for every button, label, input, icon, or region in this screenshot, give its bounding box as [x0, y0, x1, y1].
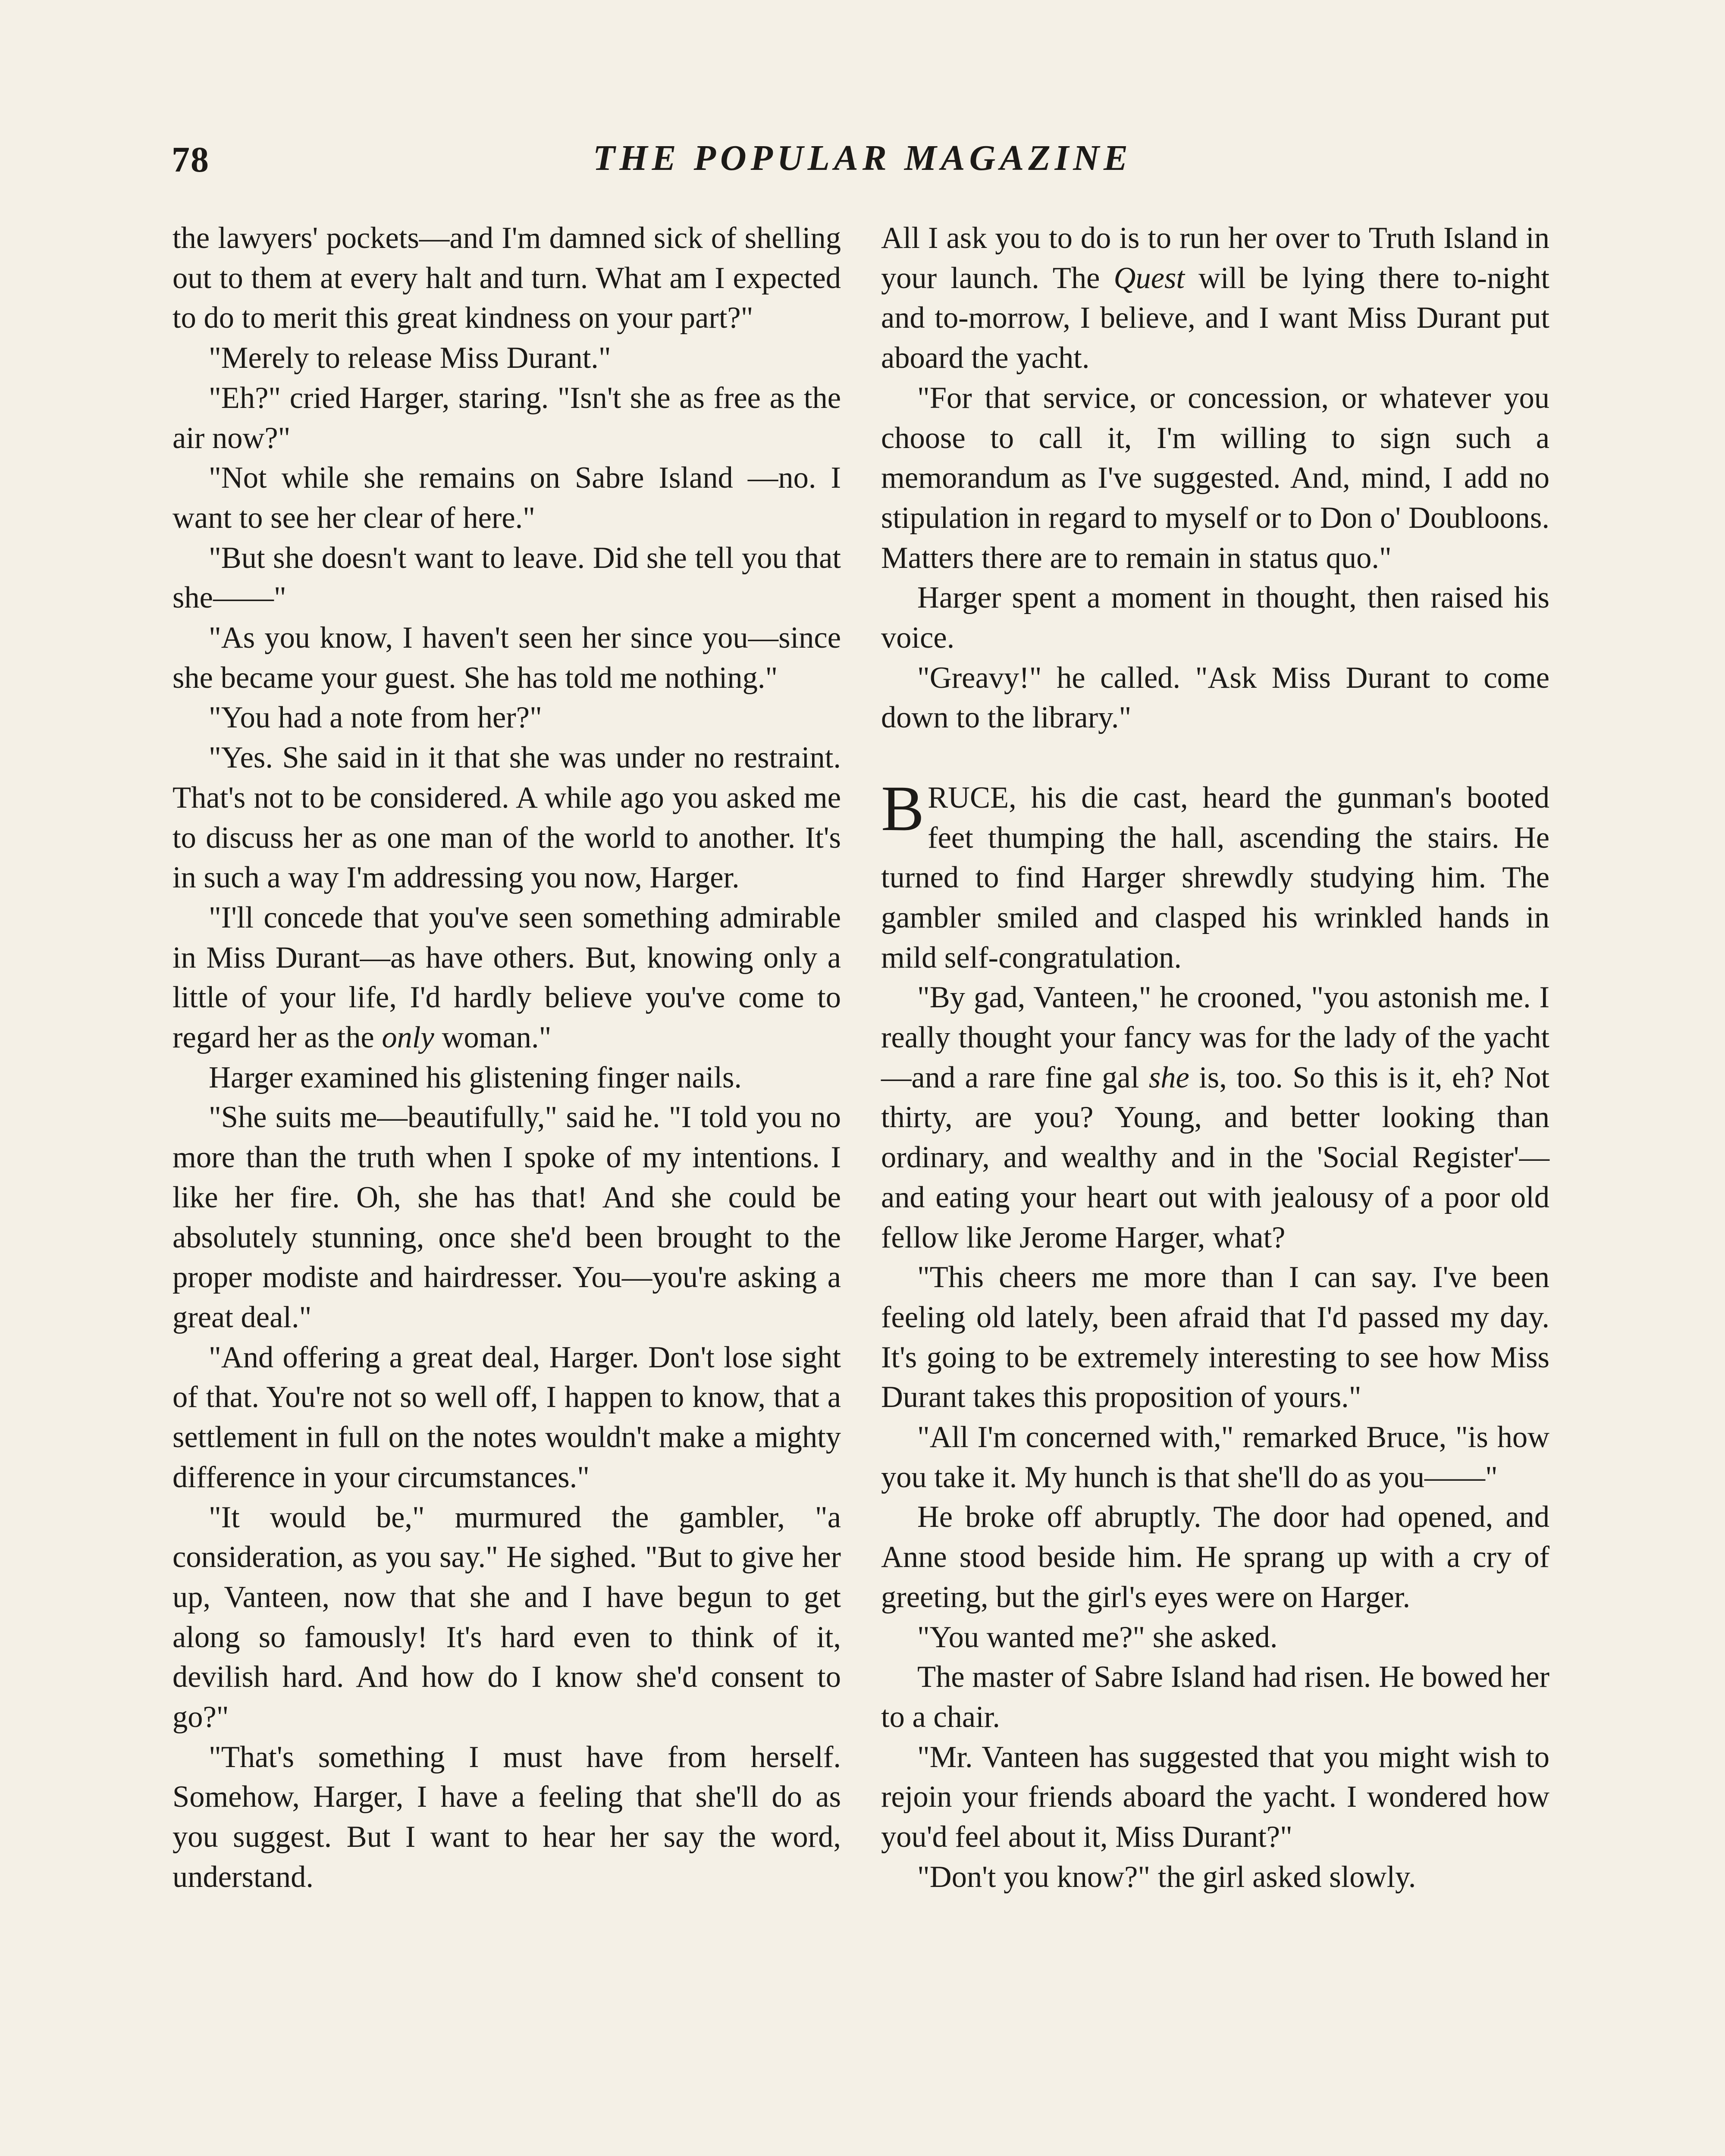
paragraph: "Don't you know?" the girl asked slowly. — [917, 1860, 1416, 1894]
text-run: is, too. So this is it, eh? Not thirty, are you? Young, and better looking than ordinary, and wealthy and in the 'Social Register'—and eating your heart out with jealousy of a poor old fellow like Jerome Harger, what? — [881, 1060, 1549, 1254]
paragraph: "You had a note from her?" — [209, 701, 542, 735]
italic-emphasis: only — [382, 1021, 434, 1055]
paragraph: "Mr. Vanteen has suggested that you might wish to rejoin your friends aboard the yacht. I wondered how you'd feel about it, Miss Durant?" — [881, 1740, 1549, 1854]
paragraph: "That's something I must have from herself. Somehow, Harger, I have a feeling that she'll do as you suggest. But I want to hear her say the word, understand. — [172, 1740, 841, 1894]
paragraph: He broke off abruptly. The door had opened, and Anne stood beside him. He sprang up with a cry of greeting, but the girl's eyes were on Harger. — [881, 1500, 1549, 1614]
paragraph: "Not while she remains on Sabre Island —no. I want to see her clear of here." — [172, 461, 841, 535]
paragraph: "This cheers me more than I can say. I've been feeling old lately, been afraid that I'd passed my day. It's going to be extremely interesting to see how Miss Durant takes this proposition of yours." — [881, 1260, 1549, 1414]
paragraph: "But she doesn't want to leave. Did she tell you that she——" — [172, 541, 841, 615]
paragraph — [172, 898, 841, 1058]
running-head: THE POPULAR MAGAZINE — [593, 138, 1132, 178]
paragraph: "She suits me—beautifully," said he. "I told you no more than the truth when I spoke of my intentions. I like her fire. Oh, she has that! And she could be absolutely stunning, once she'd been brought to the proper modiste and hairdresser. You—you're asking a great deal." — [172, 1100, 841, 1334]
paragraph — [881, 218, 1549, 378]
paragraph: "For that service, or concession, or whatever you choose to call it, I'm willing to sign such a memorandum as I've suggested. And, mind, I add no stipulation in regard to myself or to Don o' Doubloons. Matters there are to remain in status quo." — [881, 381, 1549, 575]
paragraph: "And offering a great deal, Harger. Don't lose sight of that. You're not so well off, I happen to know, that a settlement in full on the notes wouldn't make a mighty difference in your circumstances." — [172, 1340, 841, 1494]
paragraph: "Yes. She said in it that she was under no restraint. That's not to be considered. A while ago you asked me to discuss her as one man of the world to another. It's in such a way I'm addressing you now, Harger. — [172, 741, 841, 895]
paragraph — [881, 978, 1549, 1257]
text-run: All I ask you to do is to run her over to Truth Island in your launch. The — [881, 221, 1549, 295]
paragraph: Harger spent a moment in thought, then raised his voice. — [881, 581, 1549, 655]
text-run: "By gad, Vanteen," he crooned, "you astonish me. I really thought your fancy was for the lady of the yacht—and a rare fine gal — [881, 981, 1549, 1094]
right-column — [881, 218, 1549, 1897]
paragraph: "As you know, I haven't seen her since you—since she became your guest. She has told me nothing." — [172, 621, 841, 695]
paragraph: "Greavy!" he called. "Ask Miss Durant to come down to the library." — [881, 661, 1549, 735]
text-run: woman." — [434, 1021, 552, 1055]
italic-emphasis: she — [1148, 1060, 1189, 1094]
paragraph: the lawyers' pockets—and I'm damned sick of shelling out to them at every halt and turn. What am I expected to do to merit this great kindness on your part?" — [172, 221, 841, 335]
paragraph: "Eh?" cried Harger, staring. "Isn't she as free as the air now?" — [172, 381, 841, 455]
drop-cap: B — [881, 772, 925, 844]
left-column — [172, 218, 841, 1897]
section-opening-paragraph — [881, 772, 1549, 978]
paragraph: "All I'm concerned with," remarked Bruce, "is how you take it. My hunch is that she'll do as you——" — [881, 1420, 1549, 1494]
paragraph: "You wanted me?" she asked. — [917, 1620, 1278, 1654]
page-number: 78 — [172, 140, 210, 180]
paragraph: The master of Sabre Island had risen. He bowed her to a chair. — [881, 1660, 1549, 1734]
text-run: will be lying there to-night and to-morrow, I believe, and I want Miss Durant put aboard the yacht. — [881, 261, 1549, 375]
paragraph: "Merely to release Miss Durant." — [209, 341, 611, 375]
italic-ship-name: Quest — [1113, 261, 1185, 295]
text-run: RUCE, his die cast, heard the gunman's booted feet thumping the hall, ascending the stairs. He turned to find Harger shrewdly studying him. The gambler smiled and clasped his wrinkled hands in mild self-congratulation. — [881, 780, 1549, 975]
text-run: "I'll concede that you've seen something admirable in Miss Durant—as have others. But, knowing only a little of your life, I'd hardly believe you've come to regard her as the — [172, 900, 841, 1055]
paragraph: Harger examined his glistening finger nails. — [209, 1060, 742, 1094]
paragraph: "It would be," murmured the gambler, "a consideration, as you say." He sighed. "But to give her up, Vanteen, now that she and I have begun to get along so famously! It's hard even to think of it, devilish hard. And how do I know she'd consent to go?" — [172, 1500, 841, 1734]
